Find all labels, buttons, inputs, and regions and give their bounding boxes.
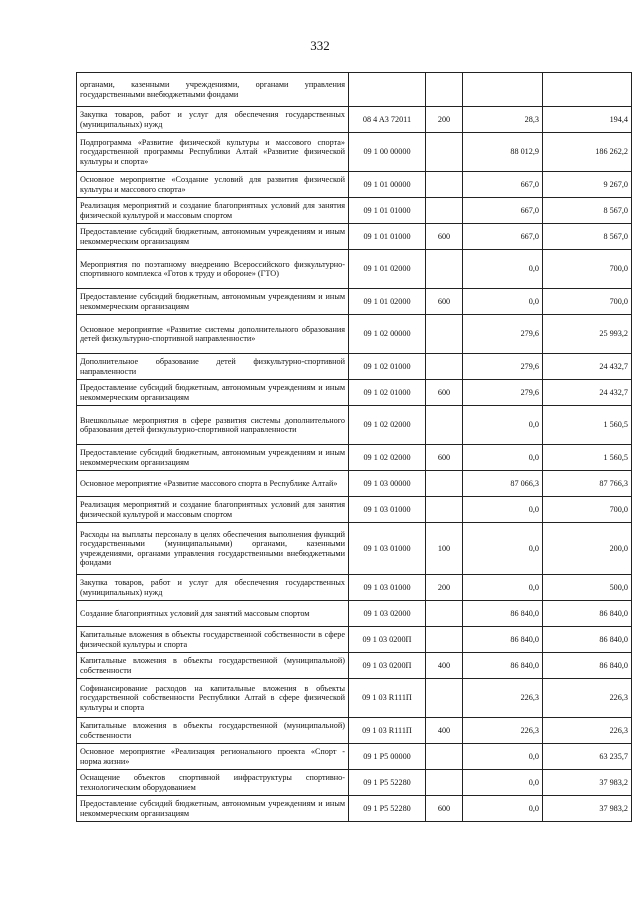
row-name: Капитальные вложения в объекты государственной (муниципальной) собственности: [77, 653, 349, 679]
table-row: [77, 796, 632, 822]
budget-table: [76, 72, 632, 822]
row-expense-type: 600: [426, 224, 463, 250]
row-name: Основное мероприятие «Создание условий для развития физической культуры и массового спорта»: [77, 172, 349, 198]
row-amount-1: 0,0: [463, 523, 543, 575]
row-amount-1: 667,0: [463, 198, 543, 224]
row-amount-2: 24 432,7: [543, 354, 632, 380]
table-row: [77, 445, 632, 471]
row-amount-2: 226,3: [543, 718, 632, 744]
row-name: Закупка товаров, работ и услуг для обеспечения государственных (муниципальных) нужд: [77, 107, 349, 133]
row-code: 09 1 03 R111П: [349, 718, 426, 744]
row-amount-1: 667,0: [463, 224, 543, 250]
row-amount-2: 700,0: [543, 497, 632, 523]
row-code: 08 4 A3 72011: [349, 107, 426, 133]
row-code: 09 1 01 00000: [349, 172, 426, 198]
row-name: Реализация мероприятий и создание благоприятных условий для занятия физической культурой и массовым спортом: [77, 497, 349, 523]
row-code: 09 1 P5 00000: [349, 744, 426, 770]
row-amount-1: 226,3: [463, 679, 543, 718]
row-name: Основное мероприятие «Реализация регионального проекта «Спорт - норма жизни»: [77, 744, 349, 770]
row-expense-type: [426, 471, 463, 497]
row-amount-2: 700,0: [543, 289, 632, 315]
table-row: [77, 172, 632, 198]
row-amount-1: 88 012,9: [463, 133, 543, 172]
row-expense-type: [426, 679, 463, 718]
row-name: Расходы на выплаты персоналу в целях обеспечения выполнения функций государственными (муниципальными) органами, казенными учреждениями, органами управления государственными внебюджетными фондами: [77, 523, 349, 575]
row-name: Внешкольные мероприятия в сфере развития системы дополнительного образования детей физкультурно-спортивной направленности: [77, 406, 349, 445]
row-name: Капитальные вложения в объекты государственной (муниципальной) собственности: [77, 718, 349, 744]
table-row: [77, 627, 632, 653]
row-name: Софинансирование расходов на капитальные вложения в объекты государственной собственности Республики Алтай в сфере физической культуры и спорта: [77, 679, 349, 718]
row-amount-2: 24 432,7: [543, 380, 632, 406]
row-expense-type: [426, 770, 463, 796]
table-row: [77, 73, 632, 107]
table-row: [77, 250, 632, 289]
row-expense-type: [426, 73, 463, 107]
row-code: 09 1 03 0200П: [349, 627, 426, 653]
row-code: 09 1 03 01000: [349, 523, 426, 575]
row-name: Подпрограмма «Развитие физической культуры и массового спорта» государственной программы Республики Алтай «Развитие физической культуры и спорта»: [77, 133, 349, 172]
row-expense-type: 200: [426, 575, 463, 601]
row-amount-1: 0,0: [463, 744, 543, 770]
row-amount-1: 0,0: [463, 575, 543, 601]
table-row: [77, 107, 632, 133]
row-expense-type: [426, 627, 463, 653]
row-expense-type: [426, 601, 463, 627]
row-expense-type: [426, 406, 463, 445]
row-expense-type: 400: [426, 653, 463, 679]
row-expense-type: 200: [426, 107, 463, 133]
row-code: 09 1 03 01000: [349, 497, 426, 523]
row-amount-1: 0,0: [463, 445, 543, 471]
row-code: 09 1 03 R111П: [349, 679, 426, 718]
row-expense-type: 600: [426, 289, 463, 315]
row-name: Предоставление субсидий бюджетным, автономным учреждениям и иным некоммерческим организациям: [77, 796, 349, 822]
row-amount-2: 500,0: [543, 575, 632, 601]
row-amount-1: 667,0: [463, 172, 543, 198]
row-amount-2: 63 235,7: [543, 744, 632, 770]
row-amount-1: 86 840,0: [463, 653, 543, 679]
row-name: Реализация мероприятий и создание благоприятных условий для занятия физической культурой и массовым спортом: [77, 198, 349, 224]
row-name: Закупка товаров, работ и услуг для обеспечения государственных (муниципальных) нужд: [77, 575, 349, 601]
row-amount-1: 0,0: [463, 406, 543, 445]
table-row: [77, 523, 632, 575]
table-row: [77, 679, 632, 718]
row-amount-2: 700,0: [543, 250, 632, 289]
row-code: 09 1 03 02000: [349, 601, 426, 627]
row-code: 09 1 P5 52280: [349, 770, 426, 796]
row-amount-2: 200,0: [543, 523, 632, 575]
table-row: [77, 133, 632, 172]
row-amount-2: 87 766,3: [543, 471, 632, 497]
row-amount-1: 0,0: [463, 770, 543, 796]
row-expense-type: [426, 744, 463, 770]
table-row: [77, 653, 632, 679]
table-row: [77, 289, 632, 315]
row-name: Основное мероприятие «Развитие системы дополнительного образования детей физкультурно-спортивной направленности»: [77, 315, 349, 354]
row-amount-2: 194,4: [543, 107, 632, 133]
row-code: 09 1 03 00000: [349, 471, 426, 497]
row-code: 09 1 01 01000: [349, 198, 426, 224]
row-amount-2: 86 840,0: [543, 627, 632, 653]
table-row: [77, 497, 632, 523]
row-amount-1: [463, 73, 543, 107]
table-row: [77, 601, 632, 627]
row-code: 09 1 02 01000: [349, 354, 426, 380]
table-row: [77, 354, 632, 380]
row-code: 09 1 01 01000: [349, 224, 426, 250]
row-name: Создание благоприятных условий для занятий массовым спортом: [77, 601, 349, 627]
row-name: Мероприятия по поэтапному внедрению Всероссийского физкультурно-спортивного комплекса «Готов к труду и обороне» (ГТО): [77, 250, 349, 289]
row-amount-2: 86 840,0: [543, 653, 632, 679]
row-amount-1: 0,0: [463, 250, 543, 289]
row-amount-2: 86 840,0: [543, 601, 632, 627]
page-number: 332: [310, 38, 330, 53]
row-code: [349, 73, 426, 107]
row-amount-2: 37 983,2: [543, 796, 632, 822]
row-expense-type: [426, 497, 463, 523]
row-amount-2: 37 983,2: [543, 770, 632, 796]
row-expense-type: [426, 250, 463, 289]
row-code: 09 1 03 0200П: [349, 653, 426, 679]
row-expense-type: 400: [426, 718, 463, 744]
budget-table-body: [77, 73, 632, 822]
row-code: 09 1 01 02000: [349, 250, 426, 289]
row-amount-1: 28,3: [463, 107, 543, 133]
table-row: [77, 744, 632, 770]
row-name: Основное мероприятие «Развитие массового спорта в Республике Алтай»: [77, 471, 349, 497]
row-expense-type: [426, 315, 463, 354]
row-amount-1: 0,0: [463, 497, 543, 523]
row-expense-type: [426, 172, 463, 198]
row-name: Капитальные вложения в объекты государственной собственности в сфере физической культуры и спорта: [77, 627, 349, 653]
row-expense-type: 100: [426, 523, 463, 575]
row-amount-2: 226,3: [543, 679, 632, 718]
row-name: Предоставление субсидий бюджетным, автономным учреждениям и иным некоммерческим организациям: [77, 445, 349, 471]
row-amount-1: 87 066,3: [463, 471, 543, 497]
row-expense-type: 600: [426, 445, 463, 471]
row-amount-2: 1 560,5: [543, 445, 632, 471]
row-code: 09 1 02 02000: [349, 445, 426, 471]
row-name: Предоставление субсидий бюджетным, автономным учреждениям и иным некоммерческим организациям: [77, 224, 349, 250]
row-expense-type: [426, 133, 463, 172]
row-code: 09 1 02 02000: [349, 406, 426, 445]
table-row: [77, 380, 632, 406]
row-expense-type: [426, 354, 463, 380]
row-name: Предоставление субсидий бюджетным, автономным учреждениям и иным некоммерческим организациям: [77, 380, 349, 406]
table-row: [77, 198, 632, 224]
row-code: 09 1 02 01000: [349, 380, 426, 406]
row-expense-type: [426, 198, 463, 224]
row-code: 09 1 P5 52280: [349, 796, 426, 822]
table-row: [77, 718, 632, 744]
table-row: [77, 575, 632, 601]
row-amount-1: 226,3: [463, 718, 543, 744]
row-code: 09 1 00 00000: [349, 133, 426, 172]
row-name: органами, казенными учреждениями, органами управления государственными внебюджетными фондами: [77, 73, 349, 107]
row-name: Дополнительное образование детей физкультурно-спортивной направленности: [77, 354, 349, 380]
row-code: 09 1 03 01000: [349, 575, 426, 601]
row-amount-1: 0,0: [463, 289, 543, 315]
row-amount-2: 1 560,5: [543, 406, 632, 445]
table-row: [77, 471, 632, 497]
row-expense-type: 600: [426, 380, 463, 406]
row-amount-1: 0,0: [463, 796, 543, 822]
table-row: [77, 224, 632, 250]
row-code: 09 1 02 00000: [349, 315, 426, 354]
row-amount-1: 86 840,0: [463, 627, 543, 653]
table-row: [77, 406, 632, 445]
row-amount-1: 279,6: [463, 380, 543, 406]
row-amount-2: 8 567,0: [543, 198, 632, 224]
table-row: [77, 770, 632, 796]
row-amount-1: 279,6: [463, 354, 543, 380]
table-row: [77, 315, 632, 354]
row-code: 09 1 01 02000: [349, 289, 426, 315]
row-amount-1: 279,6: [463, 315, 543, 354]
row-amount-2: 186 262,2: [543, 133, 632, 172]
row-amount-2: 25 993,2: [543, 315, 632, 354]
row-amount-2: [543, 73, 632, 107]
row-expense-type: 600: [426, 796, 463, 822]
row-name: Оснащение объектов спортивной инфраструктуры спортивно-технологическим оборудованием: [77, 770, 349, 796]
row-name: Предоставление субсидий бюджетным, автономным учреждениям и иным некоммерческим организациям: [77, 289, 349, 315]
row-amount-2: 9 267,0: [543, 172, 632, 198]
row-amount-2: 8 567,0: [543, 224, 632, 250]
row-amount-1: 86 840,0: [463, 601, 543, 627]
